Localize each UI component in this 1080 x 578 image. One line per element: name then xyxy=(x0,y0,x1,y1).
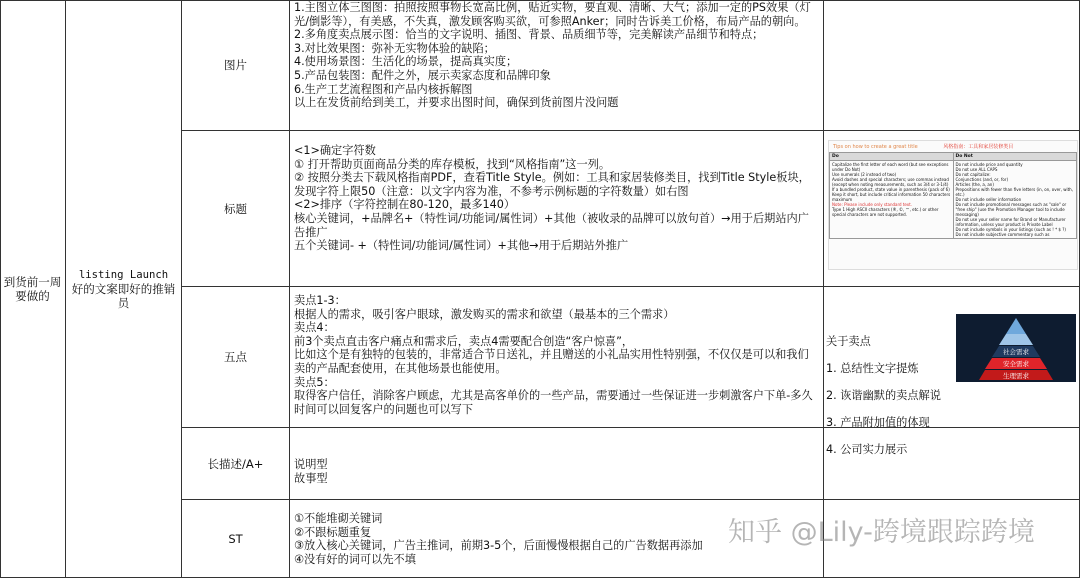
pyramid-level-social: 社会需求 xyxy=(1003,348,1029,356)
images-content: 1.主图立体三图图：拍照按照事物长宽高比例，贴近实物，要直观、清晰、大气；添加一定的PS效果（灯光/倒影等），有美感，不失真，激发顾客购买欲，可参照Anker；同时告诉美工价格，布局产品的朝向。 2.多角度卖点展示图：恰当的文字说明、插图、背景、品质细节等，完美解读产品细节和特点； 3.对比效果图：弥补无实物体验的缺陷； 4.使用场景图：生活化的场景，提高真实度； 5.产品包装图：配件之外，展示卖家态度和品牌印象 6.生产工艺流程图和产品内核拆解图 以上在发货前给到美工，并要求出图时间，确保到货前图片没问题 xyxy=(290,0,824,131)
style-guide-annotation: 风格指南：工具和家居装修类目 xyxy=(943,144,1014,150)
style-guide-heading: Tips on how to create a great title xyxy=(833,144,918,150)
bullets-note-item: 2. 诙谐幽默的卖点解说 xyxy=(826,388,941,402)
listing-launch-cell xyxy=(66,0,182,578)
pyramid-level-safety: 安全需求 xyxy=(1003,360,1029,368)
description-content: 说明型 故事型 xyxy=(290,428,824,500)
do-column: Capitalize the first letter of each word (but see exceptions under Do Not) Use numerals (2 instead of two) Avoid dashes and special characters; use commas instead (except when noting measurements, such as 3/4 or 3-1/4) If a bundled product, state value in parenthesis (pack of 6) Keep it short, but include critical information 50 characters maximum Note: Please include only standard text. Type 1 High ASCII characters (®, ©, ™, etc.) or other special characters are not supported. xyxy=(830,161,954,239)
phase-cell xyxy=(0,0,66,578)
bullets-note-item: 4. 公司实力展示 xyxy=(826,443,908,457)
description-note-cell xyxy=(824,428,1080,500)
phase-text: 到货前一周 要做的 xyxy=(3,274,62,303)
dont-header: Do Not xyxy=(953,153,1077,161)
row-label-images: 图片 xyxy=(182,0,290,131)
row-label-title: 标题 xyxy=(182,131,290,287)
dont-column: Do not include price and quantity Do not use ALL CAPS Do not capitalize: Conjunctions (and, or, for) Articles (the, a, an) Prepositions with fewer than five letters (in, on, over, with, etc.) Do not include seller information Do not include promotional messages such as "sale" or "free ship" (use the Promotion Manager tool to include messaging) Do not use your seller name for Brand or Manufacturer information, unless your product is Private Label Do not include symbols in your listings (such as ! * $ ?) Do not include subjective commentary such as xyxy=(953,161,1077,239)
listing-launch-title: listing Launch xyxy=(78,268,169,281)
do-header: Do xyxy=(830,153,954,161)
images-note-cell xyxy=(824,0,1080,131)
listing-launch-subtitle: 好的文案即好的推销 员 xyxy=(71,281,176,310)
search-terms-content: ①不能堆砌关键词 ②不跟标题重复 ③放入核心关键词，广告主推词，前期3-5个，后面慢慢根据自己的广告数据再添加 ④没有好的词可以先不填 xyxy=(290,500,824,578)
row-label-search-terms: ST xyxy=(182,500,290,578)
table-top-border xyxy=(0,0,1080,1)
title-content: <1>确定字符数 ① 打开帮助页面商品分类的库存模板，找到“风格指南”这一列。 ② 按照分类去下载风格指南PDF，查看Title Style。例如：工具和家居装修类目，找到Title Style板块，发现字符上限50（注意：以文字内容为准，不参考示例标题的字符数量）如右图 <2>排序（字符控制在80-120，最多140） 核心关键词，+品牌名+（特性词/功能词/属性词）+其他（被收录的品牌可以放句首）→用于后期站内广告推广 五个关键词- +（特性词/功能词/属性词）+其他→用于后期站外推广 xyxy=(290,131,824,287)
pyramid-level-physio: 生理需求 xyxy=(1003,372,1029,380)
row-label-bullets: 五点 xyxy=(182,287,290,428)
watermark: 知乎 @Lily-跨境跟踪跨境 xyxy=(728,517,1035,548)
style-guide-table xyxy=(829,152,1077,239)
style-guide-thumbnail xyxy=(828,140,1078,270)
bullets-notes-heading: 关于卖点 xyxy=(826,334,871,348)
bullets-note-item: 3. 产品附加值的体现 xyxy=(826,416,930,430)
needs-pyramid xyxy=(956,314,1076,382)
pyramid-graphic xyxy=(956,314,1076,382)
bullets-note-item: 1. 总结性文字提炼 xyxy=(826,361,919,375)
row-label-description: 长描述/A+ xyxy=(182,428,290,500)
bullets-content: 卖点1-3： 根据人的需求，吸引客户眼球，激发购买的需求和欲望（最基本的三个需求） 卖点4： 前3个卖点直击客户痛点和需求后，卖点4需要配合创造“客户惊喜”， 比如这个是有独特的包装的，非常适合节日送礼，并且赠送的小礼品实用性特别强，不仅仅是可以和我们卖的产品配套使用，在其他场景也能使用。 卖点5： 取得客户信任，消除客户顾虑，尤其是高客单价的一些产品，需要通过一些保证进一步刺激客户下单-多久时间可以回复客户的问题也可以写下 xyxy=(290,287,824,428)
table-left-border xyxy=(0,0,1,578)
